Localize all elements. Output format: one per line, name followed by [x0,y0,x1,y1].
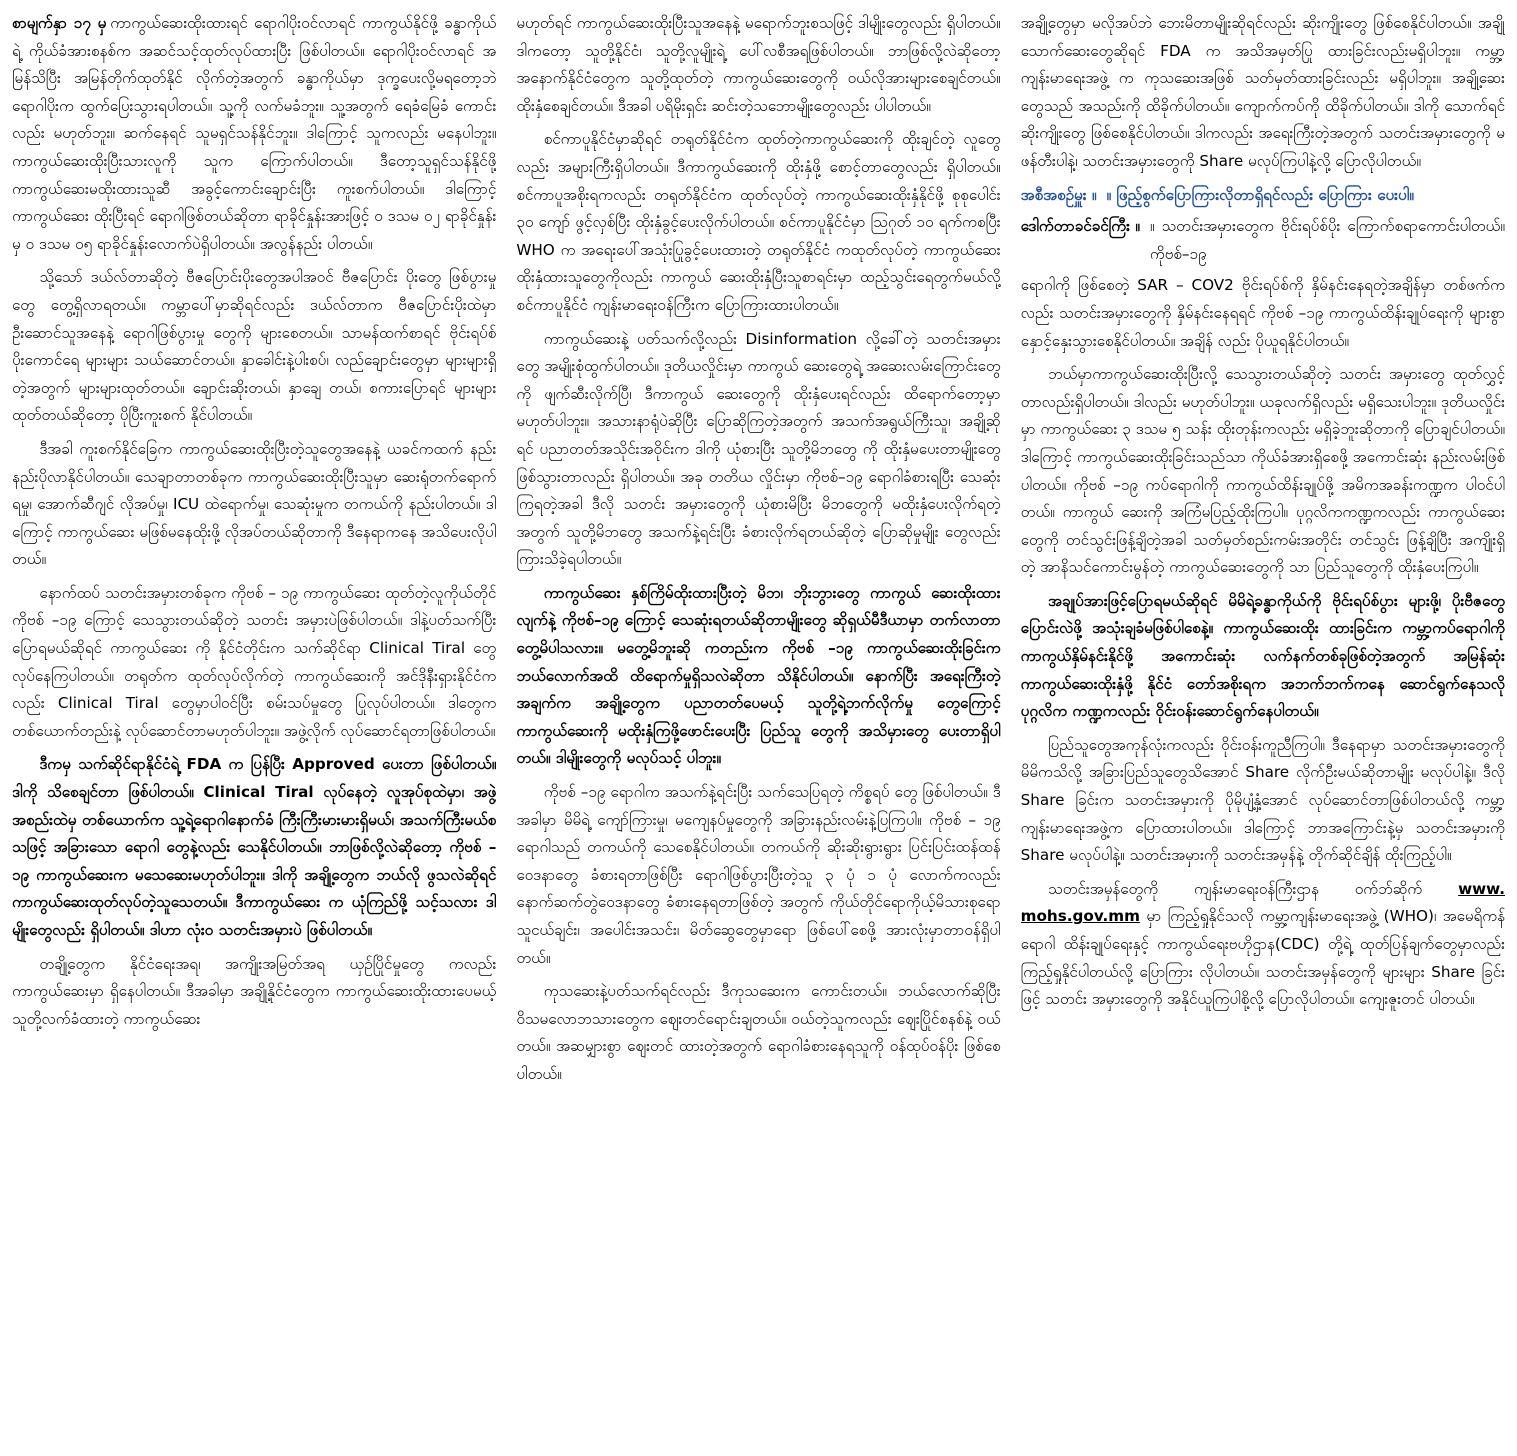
speaker-label: အစီအစဉ်မှူး ။ [1020,185,1097,204]
paragraph-text: ကာကွယ်ဆေးထိုးထားရင် ရောဂါပိုးဝင်လာရင် ကာကွယ်နိုင်ဖို့ ခန္ဓာကိုယ်ရဲ့ ကိုယ်ခံအားစနစ်က အဆင်သင့်ထုတ်လုပ်ထားပြီး ဖြစ်ပါတယ်။ ရောဂါပိုးဝင်လာရင် အမြန်သိပြီး အမြန်တိုက်ထုတ်နိုင် လိုက်တဲ့အတွက် ခန္ဓာကိုယ်မှာ ဒုက္ခပေးလို့မရတော့ဘဲ ရောဂါပိုးက ထွက်ပြေးသွားရပါတယ်။ သူ့ကို လက်မခံဘူး။ သူ့အတွက် ရေခံမြေခံ ကောင်းလည်း မဟုတ်ဘူး။ ဆက်နေရင် သူမရှင်သန်နိုင်ဘူး။ ဒါကြောင့် သူကလည်း မနေပါဘူး။ ကာကွယ်ဆေးထိုးပြီးသားလူကို သူက ကြောက်ပါတယ်။ ဒီတော့သူရှင်သန်နိုင်ဖို့ ကာကွယ်ဆေးမထိုးထားသူဆီ အခွင့်ကောင်းချောင်းပြီး ကူးစက်ပါတယ်။ ဒါကြောင့် ကာကွယ်ဆေး ထိုးပြီးရင် ရောဂါဖြစ်တယ်ဆိုတာ ရာခိုင်နှုန်းအားဖြင့် ၀ ဒသမ ၀၂ ရာခိုင်နှုန်းမှ ၀ ဒသမ ၀၅ ရာခိုင်နှုန်းလောက်ပဲရှိပါတယ်။ အလွန်နည်း ပါတယ်။ [12,14,497,253]
paragraph-bold: အချုပ်အားဖြင့်ပြောရမယ်ဆိုရင် မိမိရဲ့ခန္ဓာကိုယ်ကို ဗိုင်းရပ်စ်ပွား များဖို့၊ ပိုးဗီဇတွေပြောင်းလဲဖို့ အသုံးချခံမဖြစ်ပါစေနဲ့။ ကာကွယ်ဆေးထိုး ထားခြင်းက ကမ္ဘာ့ကပ်ရောဂါကို ကာကွယ်နှိမ်နင်းနိုင်ဖို့ အကောင်းဆုံး လက်နက်တစ်ခုဖြစ်တဲ့အတွက် အမြန်ဆုံးကာကွယ်ဆေးထိုးနှံဖို့ နိုင်ငံ တော်အစိုးရက အဘက်ဘက်ကနေ ဆောင်ရွက်နေသလို ပုဂ္ဂလိက ကဏ္ဍကလည်း ဝိုင်းဝန်းဆောင်ရွက်နေပါတယ်။ [1020,591,1505,721]
paragraph: ကိုဗစ် –၁၉ ရောဂါက အသက်နဲ့ရင်းပြီး သက်သေပြရတဲ့ ကိစ္စရပ် တွေ ဖြစ်ပါတယ်။ ဒီအခါမှာ မိမိရဲ့ ကျော်ကြားမှု၊ မကျေနပ်မှုတွေကို အခြားနည်းလမ်းနဲ့ပြကြပါ။ ကိုဗစ် – ၁၉ ရောဂါသည် တကယ်ကို သေစေနိုင်ပါတယ်။ တကယ်ကို ဆိုးဆိုးရွားရွား ပြင်းပြင်းထန်ထန် ဝေဒနာတွေ ခံစားရတာဖြစ်ပြီး ရောဂါဖြစ်ပွားပြီးတဲ့သူ ၃ ပုံ ၁ ပုံ လောက်ကလည်း နောက်ဆက်တွဲဝေဒနာတွေ ခံစားနေရတာဖြစ်တဲ့ အတွက် ကိုယ်တိုင်ရောကိုယ့်မိသားစုရောသူငယ်ချင်း၊ အပေါင်းအသင်း၊ မိတ်ဆွေတွေမှာရော ဖြစ်ပေါ်စေဖို့ အားလုံးမှာတာဝန်ရှိပါတယ်။ [516,783,1001,967]
paragraph-bold: ဒီကမှ သက်ဆိုင်ရာနိုင်ငံရဲ့ FDA က ပြန်ပြီး Approved ပေးတာ ဖြစ်ပါတယ်။ ဒါကို သိစေချင်တာ ဖြစ်ပါတယ်။ Clinical Tiral လုပ်နေတဲ့ လူအုပ်စုထဲမှာ၊ အဖွဲ့အစည်းထဲမှ တစ်ယောက်က သူ့ရဲ့ရောဂါနောက်ခံ ကြီးကြီးမားမားရှိမယ်၊ အသက်ကြီးမယ်စသဖြင့် အခြားသော ရောဂါ တွေနဲ့လည်း သေနိုင်ပါတယ်။ ဘာဖြစ်လို့လဲဆိုတော့ ကိုဗစ် – ၁၉ ကာကွယ်ဆေးက မသေဆေးမဟုတ်ပါဘူး။ ဒါကို အချို့တွေက ဘယ်လို ဖွသလဲဆိုရင် ကာကွယ်ဆေးထုတ်လုပ်တဲ့သူသေတယ်။ ဒီကာကွယ်ဆေး က ယုံကြည်ဖို့ သင့်သလား ဒါမျိုးတွေလည်း ရှိပါတယ်။ ဒါဟာ လုံးဝ သတင်းအမှားပဲ ဖြစ်ပါတယ်။ [12,755,497,939]
paragraph-text: သတင်းအမှန်တွေကို ကျန်းမာရေးဝန်ကြီးဌာန ဝက်ဘ်ဆိုက် [1048,879,1423,898]
paragraph: သို့သော် ဒယ်လ်တာဆိုတဲ့ ဗီဇပြောင်းပိုးတွေအပါအဝင် ဗီဇပြောင်း ပိုးတွေ ဖြစ်ပွားမှုတွေ တွေ့ရှိလာရတယ်။ ကမ္ဘာပေါ်မှာဆိုရင်လည်း ဒယ်လ်တာက ဗီဇပြောင်းပိုးထဲမှာ ဦးဆောင်သူအနေနဲ့ ရောဂါဖြစ်ပွားမှု တွေကို များစေတယ်။ သာမန်ထက်စာရင် ဗိုင်းရပ်စ်ပိုးကောင်ရေ များများ သယ်ဆောင်တယ်။ နှာခေါင်းနဲ့ပါးစပ်၊ လည်ချောင်းတွေမှာ များများရှိတဲ့အတွက် များများထုတ်တယ်။ ချောင်းဆိုးတယ်၊ နှာချေ တယ်၊ စကားပြောရင် များများထုတ်တယ်ဆိုတော့ ပိုပြီးကူးစက် နိုင်ပါတယ်။ [12,268,497,425]
interviewee-answer [1021,213,1505,268]
website-link[interactable]: www. mohs.gov.mm [1020,879,1505,926]
interviewer-question [1021,182,1505,210]
paragraph: မဟုတ်ရင် ကာကွယ်ဆေးထိုးပြီးသူအနေနဲ့ မရောက်ဘူးစသဖြင့် ဒါမျိုးတွေလည်း ရှိပါတယ်။ ဒါကတော့ သူတို့နိုင်ငံ၊ သူတို့လူမျိုးရဲ့ ပေါ်လစီအရဖြစ်ပါတယ်။ ဘာဖြစ်လို့လဲဆိုတော့ အနောက်နိုင်ငံတွေက သူတို့ထုတ်တဲ့ ကာကွယ်ဆေးတွေကို ဝယ်လိုအားများစေချင်တယ်။ ထိုးနှံစေချင်တယ်။ ဒီအခါ ပရိမိုးရှင်း ဆင်းတဲ့သဘောမျိုးတွေလည်း ပါပါတယ်။ [516,14,1001,115]
paragraph: စင်ကာပူနိုင်ငံမှာဆိုရင် တရုတ်နိုင်ငံက ထုတ်တဲ့ကာကွယ်ဆေးကို ထိုးချင်တဲ့ လူတွေလည်း အများကြီးရှိပါတယ်။ ဒီကာကွယ်ဆေးကို ထိုးနှံဖို့ စောင့်တာတွေလည်း ရှိပါတယ်။ စင်ကာပူအစိုးရကလည်း တရုတ်နိုင်ငံက ထုတ်လုပ်တဲ့ ကာကွယ်ဆေးထိုးနှံနိုင်ဖို့ စုစုပေါင်း ၃၀ ကျော် ဖွင့်လှစ်ပြီး ထိုးနှံခွင့်ပေးလိုက်ပါတယ်။ စင်ကာပူနိုင်ငံမှာ ဩဂုတ် ၁၀ ရက်ကစပြီး WHO က အရေးပေါ်အသုံးပြုခွင့်ပေးထားတဲ့ တရုတ်နိုင်ငံ ကထုတ်လုပ်တဲ့ ကာကွယ်ဆေးထိုးနှံထားသူတွေကိုလည်း ကာကွယ် ဆေးထိုးနှံပြီးသူစာရင်းမှာ ထည့်သွင်းရေတွက်မယ်လို့ စင်ကာပူနိုင်ငံ ကျန်းမာရေးဝန်ကြီးက ပြောကြားထားပါတယ်။ [516,130,1001,314]
paragraph: နောက်ထပ် သတင်းအမှားတစ်ခုက ကိုဗစ် – ၁၉ ကာကွယ်ဆေး ထုတ်တဲ့လူကိုယ်တိုင် ကိုဗစ် –၁၉ ကြောင့် သေသွားတယ်ဆိုတဲ့ သတင်း အမှားပဲဖြစ်ပါတယ်။ ဒါနဲ့ပတ်သက်ပြီး ပြောရမယ်ဆိုရင် ကာကွယ်ဆေး ကို နိုင်ငံတိုင်းက သက်ဆိုင်ရာ Clinical Tiral တွေ လုပ်နေကြပါတယ်။ တရုတ်က ထုတ်လုပ်လိုက်တဲ့ ကာကွယ်ဆေးကို အင်ဒိုနီးရှားနိုင်ငံက လည်း Clinical Tiral တွေမှာပါဝင်ပြီး စမ်းသပ်မှုတွေ ပြုလုပ်ပါတယ်။ ဒါတွေက တစ်ယောက်တည်းနဲ့ လုပ်ဆောင်တာမဟုတ်ပါဘူး။ အဖွဲ့လိုက် လုပ်ဆောင်ရတာဖြစ်ပါတယ်။ [12,583,497,740]
paragraph [1021,876,1505,1014]
column-2 [516,10,1000,1450]
paragraph: အချို့တွေမှာ မလိုအပ်ဘဲ ဘေးမိတာမျိုးဆိုရင်လည်း ဆိုးကျိုးတွေ ဖြစ်စေနိုင်ပါတယ်။ အချို့သောက်ဆေးတွေဆိုရင် FDA က အသိအမှတ်ပြု ထားခြင်းလည်းမရှိပါဘူး။ ကမ္ဘာ့ကျန်းမာရေးအဖွဲ့ က ကုသဆေးအဖြစ် သတ်မှတ်ထားခြင်းလည်း မရှိပါဘူး။ အချို့ဆေးတွေသည် အသည်းကို ထိခိုက်ပါတယ်။ ကျောက်ကပ်ကို ထိခိုက်ပါတယ်။ ဒါကို သောက်ရင် ဆိုးကျိုးတွေ ဖြစ်စေနိုင်ပါတယ်။ ဒါကလည်း အရေးကြီးတဲ့အတွက် သတင်းအမှားတွေကို မဖန်တီးပါနဲ့၊ သတင်းအမှားတွေကို Share မလုပ်ကြပါနဲ့လို့ ပြောလိုပါတယ်။ [1020,14,1505,170]
question-text: ။ ဖြည့်စွက်ပြောကြားလိုတာရှိရင်လည်း ပြောကြား ပေးပါ။ [1106,185,1414,204]
paragraph: ရောဂါကို ဖြစ်စေတဲ့ SAR – COV2 ဗိုင်းရပ်စ်ကို နှိမ်နင်းနေရတဲ့အချိန်မှာ တစ်ဖက်ကလည်း သတင်းအမှားတွေကို နှိမ်နင်းနေရရင် ကိုဗစ် –၁၉ ကာကွယ်ထိန်းချုပ်ရေးကို များစွာနှောင့်နှေးသွားစေနိုင်ပါတယ်။ အချိန် လည်း ပိုယူရနိုင်ပါတယ်။ [1020,276,1505,350]
paragraph: တချို့တွေက နိုင်ငံရေးအရ၊ အကျိုးအမြတ်အရ ယှဉ်ပြိုင်မှုတွေ ကလည်း ကာကွယ်ဆေးမှာ ရှိနေပါတယ်။ ဒီအခါမှာ အချို့နိုင်ငံတွေက ကာကွယ်ဆေးထိုးထားပေမယ့် သူတို့လက်ခံထားတဲ့ ကာကွယ်ဆေး [12,954,497,1028]
column-3 [1021,10,1505,1450]
paragraph: ကုသဆေးနဲ့ပတ်သက်ရင်လည်း ဒီကုသဆေးက ကောင်းတယ်။ ဘယ်လောက်ဆိုပြီး ဝိသမလောဘသားတွေက ဈေးတင်ရောင်းချတယ်။ ဝယ်တဲ့သူကလည်း ဈေးပြိုင်စနစ်နဲ့ ဝယ်တယ်။ အဆမျှားစွာ ဈေးတင် ထားတဲ့အတွက် ရောဂါခံစားနေရသူကို ဝန်ထုပ်ဝန်ပိုး ဖြစ်စေပါတယ်။ [516,982,1001,1083]
answer-text: ။ သတင်းအမှားတွေက ဗိုင်းရပ်စ်ပိုး ကြောက်စရာကောင်းပါတယ်။ ကိုဗစ်–၁၉ [1149,217,1505,263]
speaker-label: ဒေါက်တာခင်ခင်ကြီး ။ [1020,217,1140,236]
paragraph-text: မှာ ကြည့်ရှုနိုင်သလို ကမ္ဘာ့ကျန်းမာရေးအဖွဲ့ (WHO)၊ အမေရိကန်ရောဂါ ထိန်းချုပ်ရေးနှင့် ကာကွယ်ရေးဗဟိုဌာန(CDC) တို့ရဲ့ ထုတ်ပြန်ချက်တွေမှာလည်း ကြည့်ရှုနိုင်ပါတယ်လို့ ပြောကြား လိုပါတယ်။ သတင်းအမှန်တွေကို များများ Share ခြင်းဖြင့် သတင်း အမှားတွေကို အနိုင်ယူကြပါစို့လို့ ပြောလိုပါတယ်။ ကျေးဇူးတင် ပါတယ်။ [1020,907,1505,1009]
paragraph: ကာကွယ်ဆေးနဲ့ ပတ်သက်လို့လည်း Disinformation လို့ခေါ်တဲ့ သတင်းအမှားတွေ အမျိုးစုံထွက်ပါတယ်။ ဒုတိယလှိုင်းမှာ ကာကွယ် ဆေးတွေရဲ့ အဆေးလမ်းကြောင်းတွေကို ဖျက်ဆီးလိုက်ပြီ၊ ဒီကာကွယ် ဆေးတွေကို ထိုးနှံပေးရင်လည်း ထိရောက်တော့မှာ မဟုတ်ပါဘူး။ အသားနာရုံပဲဆိုပြီး ပြောဆိုကြတဲ့အတွက် အသက်အရွယ်ကြီးသူ၊ အချို့ဆိုရင် ပညာတတ်အသိုင်းအဝိုင်းက ဒါကို ယုံစားပြီး သူတို့မိဘတွေ ကို ထိုးနှံမပေးတာမျိုးတွေ ဖြစ်သွားတာလည်း ရှိပါတယ်။ အခု တတိယ လှိုင်းမှာ ကိုဗစ်–၁၉ ရောဂါခံစားရပြီး သေဆုံးကြရတဲ့အခါ ဒီလို သတင်း အမှားတွေကို ယုံစားမိပြီး မိဘတွေကို မထိုးနှံပေးလိုက်ရတဲ့အတွက် သူတို့မိဘတွေ အသက်နဲ့ရင်းပြီး ခံစားလိုက်ရတယ်ဆိုတဲ့ ပြောဆိုမှုမျိုး တွေလည်း ကြားသိခဲ့ရပါတယ်။ [516,329,1001,569]
paragraph [12,10,496,258]
continuation-marker: စာမျက်နှာ ၁၇ မှ [12,14,107,32]
paragraph: ဘယ်မှာကာကွယ်ဆေးထိုးပြီးလို့ သေသွားတယ်ဆိုတဲ့ သတင်း အမှားတွေ ထုတ်လွှင့်တာလည်းရှိပါတယ်။ ဒါလည်း မဟုတ်ပါဘူး။ ယခုလက်ရှိလည်း မရှိသေးပါဘူး။ ဒုတိယလှိုင်းမှာ ကာကွယ်ဆေး ၃ ဒသမ ၅ သန်း ထိုးတုန်းကလည်း မရှိခဲ့ဘူးဆိုတာကို ပြောချင်ပါတယ်။ ဒါကြောင့် ကာကွယ်ဆေးထိုးခြင်းသည်သာ ကိုယ်ခံအားရှိစေဖို့ အကောင်းဆုံး နည်းလမ်းဖြစ်ပါတယ်။ ကိုဗစ် –၁၉ ကပ်ရောဂါကို ကာကွယ်ထိန်းချုပ်ဖို့ အမိကအခန်းကဏ္ဍက ပါဝင်ပါတယ်။ ကာကွယ် ဆေးကို အကြံမပြည့်ထိုးကြပါ။ ပုဂ္ဂလိကကဏ္ဍကလည်း ကာကွယ်ဆေး တွေကို တင်သွင်းဖြန့်ချိတဲ့အခါ သတ်မှတ်စည်းကမ်းအတိုင်း တင်သွင်း ဖြန့်ချိပြီး အကျိုးရှိတဲ့ အာနိသင်ကောင်းမွန်တဲ့ ကာကွယ်ဆေးတွေကို သာ ပြည်သူတွေကို ထိုးနှံပေးကြပါ။ [1020,365,1505,577]
paragraph: ပြည်သူတွေအကုန်လုံးကလည်း ဝိုင်းဝန်းကူညီကြပါ။ ဒီနေရာမှာ သတင်းအမှားတွေကို မိမိကသိလို့ အခြားပြည်သူတွေသိအောင် Share လိုက်ဦးမယ်ဆိုတာမျိုး မလုပ်ပါနဲ့။ ဒီလို Share ခြင်းက သတင်းအမှားကို ပိုမိုပျံ့နှံ့အောင် လုပ်ဆောင်တာဖြစ်ပါတယ်လို့ ကမ္ဘာ့ကျန်းမာရေးအဖွဲ့က ပြောထားပါတယ်။ ဒါကြောင့် ဘာအကြောင်းနဲ့မှ သတင်းအမှားကို Share မလုပ်ပါနဲ့။ သတင်းအမှားကို သတင်းအမှန်နဲ့ တိုက်ဆိုင်ချိန် ထိုးကြည့်ပါ။ [1020,735,1505,865]
paragraph: ဒီအခါ ကူးစက်နိုင်ခြေက ကာကွယ်ဆေးထိုးပြီးတဲ့သူတွေအနေနဲ့ ယခင်ကထက် နည်းနည်းပိုလာနိုင်ပါတယ်။ သေချာတာတစ်ခုက ကာကွယ်ဆေးထိုးပြီးသူမှာ ဆေးရုံတက်ရောက်ရမှု၊ အောက်ဆီဂျင် လိုအပ်မှု၊ ICU ထဲရောက်မှု၊ သေဆုံးမှုက တကယ်ကို နည်းပါတယ်။ ဒါကြောင့် ကာကွယ်ဆေး မဖြစ်မနေထိုးဖို့ လိုအပ်တယ်ဆိုတာကို ဒီနေရာကနေ အသိပေးလိုပါတယ်။ [12,439,497,569]
column-1 [12,10,496,1450]
paragraph-bold: ကာကွယ်ဆေး နှစ်ကြိမ်ထိုးထားပြီးတဲ့ မိဘ၊ ဘိုးဘွားတွေ ကာကွယ် ဆေးထိုးထားလျက်နဲ့ ကိုဗစ်–၁၉ ကြောင့် သေဆုံးရတယ်ဆိုတာမျိုးတွေ ဆိုရှယ်မီဒီယာမှာ တက်လာတာတွေ့မိပါသလား။ မတွေ့မိဘူးဆို ကတည်းက ကိုဗစ် –၁၉ ကာကွယ်ဆေးထိုးခြင်းက ဘယ်လောက်အထိ ထိရောက်မှုရှိသလဲဆိုတာ သိနိုင်ပါတယ်။ နောက်ပြီး အရေးကြီးတဲ့ အချက်က အချို့တွေက ပညာတတ်ပေမယ့် သူတို့ရဲ့ဘက်လိုက်မှု တွေကြောင့် ကာကွယ်ဆေးကို မထိုးနှံကြဖို့ဖောင်းပေးပြီး ပြည်သူ တွေကို အသိမှားတွေ ပေးတာရှိပါတယ်။ ဒါမျိုးတွေကို မလုပ်သင့် ပါဘူး။ [516,583,1001,768]
